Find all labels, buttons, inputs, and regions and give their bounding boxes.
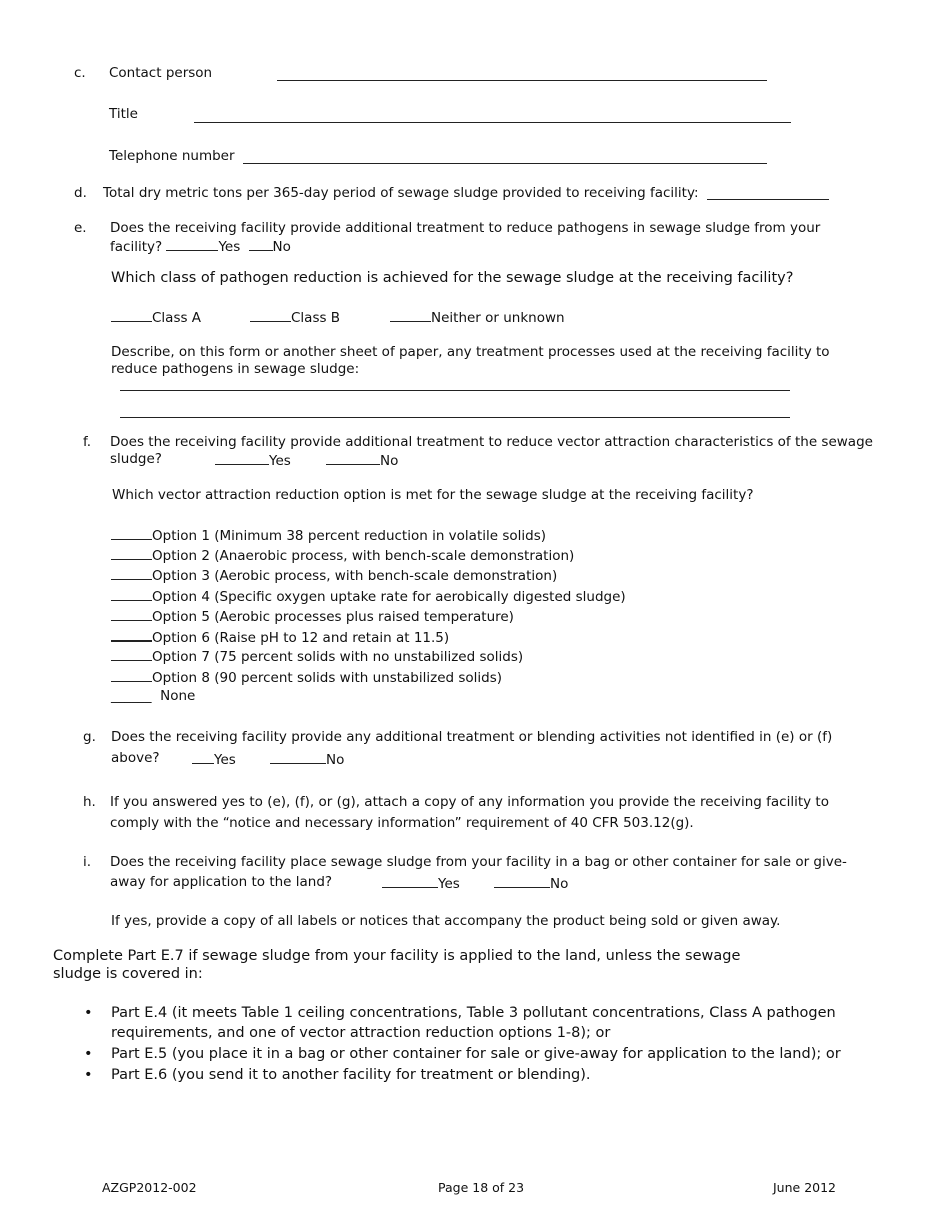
pathogen-no-label: No <box>272 239 291 255</box>
item-letter-e: e. <box>74 220 87 236</box>
class-a-option <box>111 307 201 327</box>
pathogen-yes-blank[interactable] <box>166 236 218 251</box>
class-b-blank[interactable] <box>250 307 291 322</box>
none-blank[interactable]: ______ <box>111 688 152 704</box>
vector-option-8 <box>111 667 502 687</box>
title-field[interactable] <box>194 122 791 123</box>
vector-option-7 <box>111 646 523 666</box>
pathogen-no-blank[interactable] <box>249 236 273 251</box>
class-a-label: Class A <box>152 310 202 326</box>
option-5-label: Option 5 (Aerobic processes plus raised temperature) <box>152 609 514 625</box>
bullet-2: • <box>84 1046 93 1062</box>
footer-doc-id: AZGP2012-002 <box>102 1180 197 1195</box>
vector-option-4 <box>111 586 626 606</box>
additional-yes-option <box>192 749 236 769</box>
title-label: Title <box>109 106 138 122</box>
option-5-blank[interactable] <box>111 606 152 621</box>
bag-yes-blank[interactable] <box>382 873 438 888</box>
vector-option-3 <box>111 565 557 585</box>
pathogen-treatment-question: Does the receiving facility provide additional treatment to reduce pathogens in sewage sludge from your <box>110 220 821 236</box>
additional-treatment-question-end: above? <box>111 750 160 766</box>
option-4-label: Option 4 (Specific oxygen uptake rate for aerobically digested sludge) <box>152 589 626 605</box>
item-letter-f: f. <box>83 434 92 450</box>
vector-option-question: Which vector attraction reduction option is met for the sewage sludge at the receiving facility? <box>112 487 754 503</box>
vector-no-option <box>326 450 398 470</box>
class-b-label: Class B <box>291 310 341 326</box>
option-2-label: Option 2 (Anaerobic process, with bench-scale demonstration) <box>152 548 575 564</box>
describe-processes-line2: reduce pathogens in sewage sludge: <box>111 361 360 377</box>
vector-no-blank[interactable] <box>326 450 380 465</box>
additional-treatment-question: Does the receiving facility provide any additional treatment or blending activities not identified in (e) or (f) <box>111 729 833 745</box>
vector-no-label: No <box>380 453 399 469</box>
additional-no-label: No <box>326 752 345 768</box>
bag-no-option <box>494 873 568 893</box>
bag-yes-label: Yes <box>438 876 460 892</box>
pathogen-yes-label: Yes <box>218 239 241 255</box>
part-e4-line1: Part E.4 (it meets Table 1 ceiling concentrations, Table 3 pollutant concentrations, Class A pathogen <box>111 1005 836 1021</box>
contact-person-field[interactable] <box>277 80 767 81</box>
vector-yes-option <box>215 450 291 470</box>
attach-info-line1: If you answered yes to (e), (f), or (g), attach a copy of any information you provide the receiving facility to <box>110 794 829 810</box>
vector-option-2 <box>111 545 574 565</box>
neither-option <box>390 307 565 327</box>
part-e5-text: Part E.5 (you place it in a bag or other container for sale or give-away for application to the land); or <box>111 1046 841 1062</box>
footer-page-number: Page 18 of 23 <box>438 1180 525 1195</box>
class-a-blank[interactable] <box>111 307 152 322</box>
part-e7-instruction-line1: Complete Part E.7 if sewage sludge from your facility is applied to the land, unless the sewage <box>53 948 741 964</box>
pathogen-treatment-answer-line <box>110 236 291 256</box>
item-letter-d: d. <box>74 185 87 201</box>
footer-date: June 2012 <box>773 1180 837 1195</box>
none-label: None <box>160 688 196 704</box>
additional-yes-label: Yes <box>214 752 236 768</box>
describe-processes-field-1[interactable] <box>120 390 790 391</box>
additional-no-blank[interactable] <box>270 749 326 764</box>
vector-option-6 <box>111 626 449 647</box>
labels-notice: If yes, provide a copy of all labels or notices that accompany the product being sold or given away. <box>111 913 781 929</box>
pathogen-class-question: Which class of pathogen reduction is achieved for the sewage sludge at the receiving facility? <box>111 270 794 286</box>
option-4-blank[interactable] <box>111 586 152 601</box>
class-b-option <box>250 307 340 327</box>
option-8-label: Option 8 (90 percent solids with unstabilized solids) <box>152 670 503 686</box>
bullet-3: • <box>84 1067 93 1083</box>
additional-yes-blank[interactable] <box>192 749 214 764</box>
bag-no-blank[interactable] <box>494 873 550 888</box>
describe-processes-field-2[interactable] <box>120 417 790 418</box>
option-6-blank[interactable] <box>111 626 152 642</box>
vector-option-none <box>111 687 195 705</box>
telephone-label: Telephone number <box>109 148 235 164</box>
item-letter-h: h. <box>83 794 96 810</box>
option-1-label: Option 1 (Minimum 38 percent reduction in volatile solids) <box>152 528 546 544</box>
bag-container-question-end: away for application to the land? <box>110 874 333 890</box>
telephone-field[interactable] <box>243 163 767 164</box>
pathogen-treatment-question-end: facility? <box>110 239 163 255</box>
bag-yes-option <box>382 873 460 893</box>
neither-label: Neither or unknown <box>431 310 565 326</box>
neither-blank[interactable] <box>390 307 431 322</box>
contact-person-label: Contact person <box>109 65 213 81</box>
option-3-blank[interactable] <box>111 565 152 580</box>
item-letter-i: i. <box>83 854 92 870</box>
part-e7-instruction-line2: sludge is covered in: <box>53 966 203 982</box>
vector-yes-blank[interactable] <box>215 450 269 465</box>
additional-no-option <box>270 749 344 769</box>
attach-info-line2: comply with the “notice and necessary information” requirement of 40 CFR 503.12(g). <box>110 815 694 831</box>
vector-option-1 <box>111 525 546 545</box>
item-letter-c: c. <box>74 65 86 81</box>
bullet-1: • <box>84 1005 93 1021</box>
vector-treatment-answer-line <box>110 450 162 468</box>
vector-option-5 <box>111 606 514 626</box>
dry-metric-tons-field[interactable] <box>707 199 829 200</box>
option-3-label: Option 3 (Aerobic process, with bench-scale demonstration) <box>152 568 558 584</box>
vector-yes-label: Yes <box>269 453 291 469</box>
dry-metric-tons-question: Total dry metric tons per 365-day period of sewage sludge provided to receiving facility: <box>103 185 699 201</box>
part-e4-line2: requirements, and one of vector attraction reduction options 1-8); or <box>111 1025 611 1041</box>
vector-treatment-question: Does the receiving facility provide additional treatment to reduce vector attraction characteristics of the sewage <box>110 434 873 450</box>
option-2-blank[interactable] <box>111 545 152 560</box>
item-letter-g: g. <box>83 729 96 745</box>
option-6-label: Option 6 (Raise pH to 12 and retain at 11.5) <box>152 630 450 646</box>
option-1-blank[interactable] <box>111 525 152 540</box>
part-e6-text: Part E.6 (you send it to another facility for treatment or blending). <box>111 1067 591 1083</box>
option-7-blank[interactable] <box>111 646 152 661</box>
option-8-blank[interactable] <box>111 667 152 682</box>
vector-treatment-question-end: sludge? <box>110 451 162 467</box>
option-7-label: Option 7 (75 percent solids with no unstabilized solids) <box>152 649 524 665</box>
describe-processes-line1: Describe, on this form or another sheet of paper, any treatment processes used at the receiving facility to <box>111 344 830 360</box>
bag-no-label: No <box>550 876 569 892</box>
bag-container-question: Does the receiving facility place sewage sludge from your facility in a bag or other container for sale or give- <box>110 854 847 870</box>
